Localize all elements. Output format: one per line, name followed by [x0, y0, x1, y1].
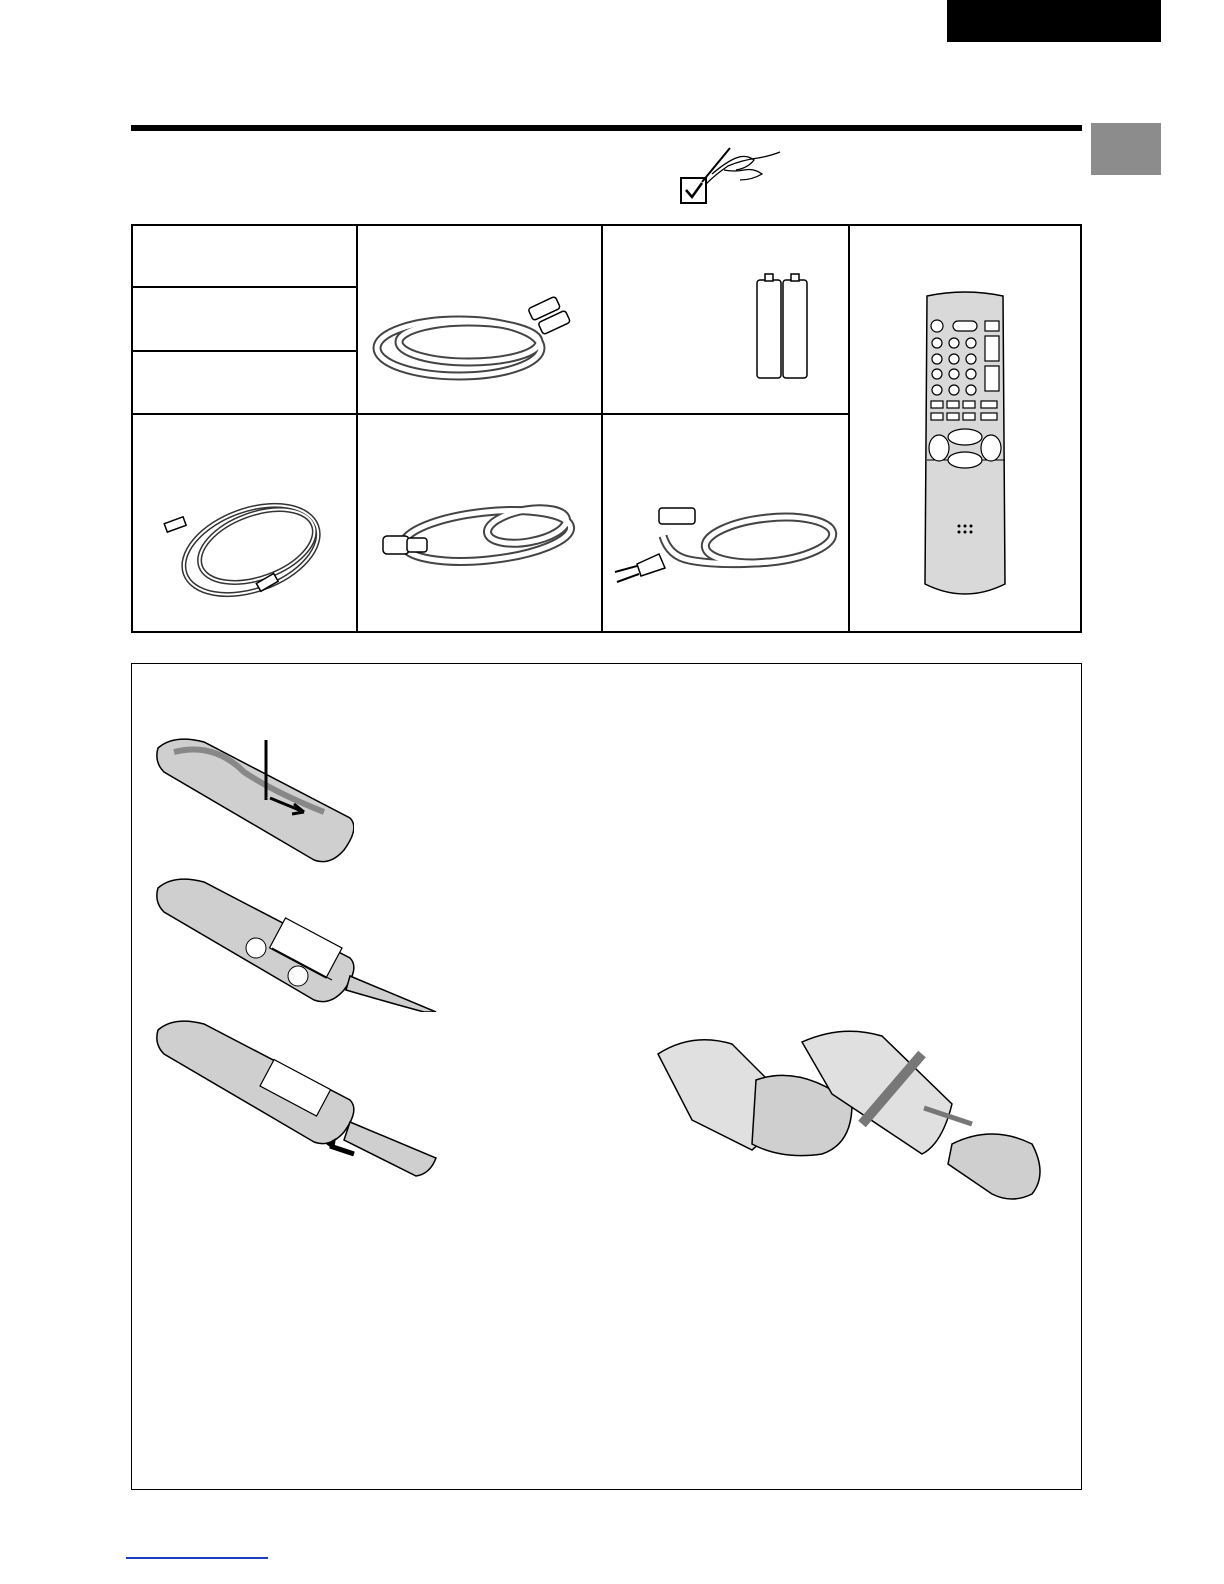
cover-removal-icon [652, 1024, 1062, 1224]
close-cover-step-icon [154, 1014, 444, 1184]
language-tab [947, 0, 1161, 42]
accessories-table [131, 224, 1082, 633]
checklist-hand-icon [672, 140, 784, 206]
open-cover-step-icon [154, 732, 354, 868]
insert-batteries-step-icon [154, 872, 444, 1012]
power-cord-icon [609, 496, 841, 606]
battery-installation-panel [131, 663, 1082, 1490]
av-cable-icon [369, 280, 587, 390]
remote-control-icon [919, 290, 1011, 606]
scart-cable-icon [377, 496, 581, 582]
rf-cable-icon [161, 480, 331, 610]
title-rule [131, 125, 1082, 131]
battery-icon [751, 270, 815, 382]
footer-link[interactable] [126, 1557, 268, 1559]
section-tab [1091, 123, 1161, 175]
